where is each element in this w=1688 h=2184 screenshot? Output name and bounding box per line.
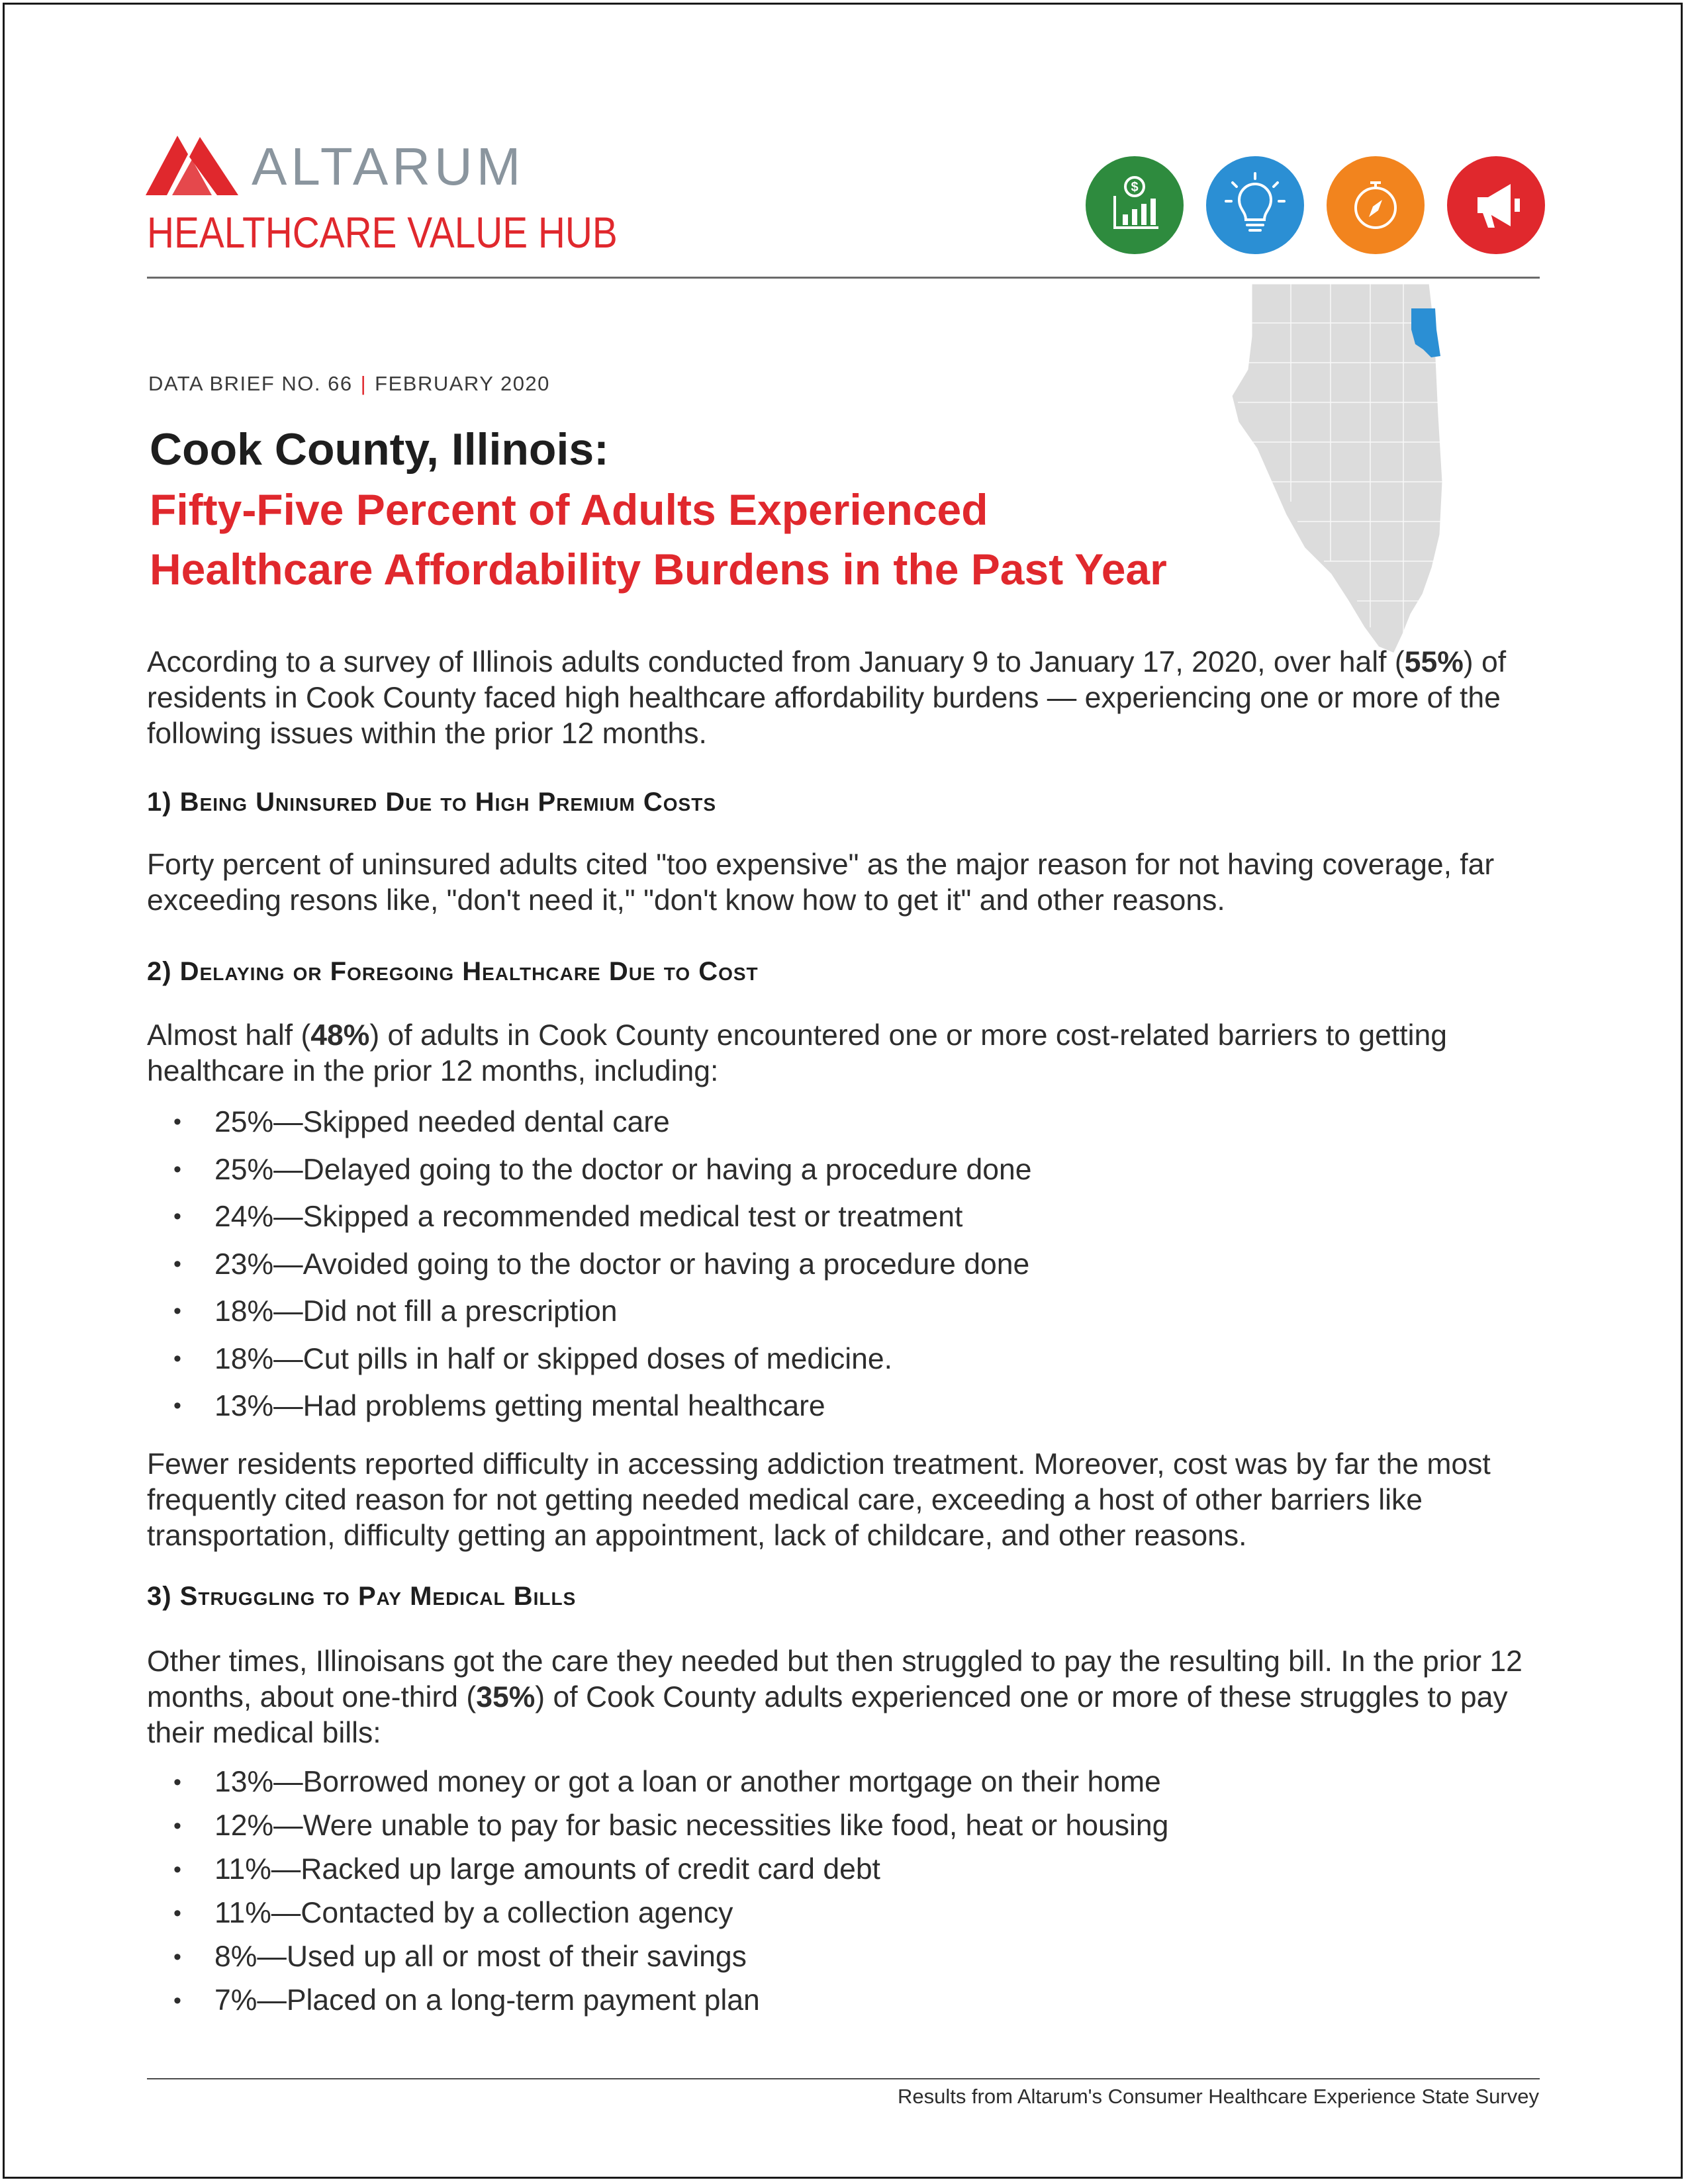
list-item: • 18%—Cut pills in half or skipped doses of medicine. — [173, 1336, 1031, 1383]
brief-date: FEBRUARY 2020 — [375, 372, 550, 395]
subtitle-line-2: Healthcare Affordability Burdens in the Past Year — [150, 545, 1167, 594]
section-3-intro: Other times, Illinoisans got the care they needed but then struggled to pay the resulting bill. In the prior 12 months, about one-third (35%) of Cook County adults experienced one or more of these struggles to pay their medical bills: — [147, 1645, 1523, 1749]
list-item: • 7%—Placed on a long-term payment plan — [173, 1979, 1168, 2023]
altarum-logo-icon — [146, 136, 238, 195]
page-subtitle — [150, 480, 1167, 599]
list-item: • 12%—Were unable to pay for basic necessities like food, heat or housing — [173, 1804, 1168, 1848]
section-2-outro: Fewer residents reported difficulty in accessing addiction treatment. Moreover, cost was by far the most frequently cited reason for not getting needed medical care, exceeding a host of other barriers like transportation, difficulty getting an appointment, lack of childcare, and other reasons. — [147, 1448, 1491, 1552]
brief-separator: | — [360, 372, 367, 395]
brief-number: DATA BRIEF NO. 66 — [148, 372, 353, 395]
list-item: • 25%—Skipped needed dental care — [173, 1099, 1031, 1146]
brief-label — [148, 372, 550, 396]
list-item: • 11%—Contacted by a collection agency — [173, 1891, 1168, 1935]
svg-text:$: $ — [1131, 180, 1139, 195]
section-3-heading: 3) Struggling to Pay Medical Bills — [147, 1582, 577, 1611]
list-item: • 24%—Skipped a recommended medical test or treatment — [173, 1193, 1031, 1241]
subtitle-line-1: Fifty-Five Percent of Adults Experienced — [150, 485, 988, 534]
cost-chart-icon — [1086, 156, 1184, 254]
intro-highlight: 55% — [1404, 646, 1464, 678]
brand-subtitle: HEALTHCARE VALUE HUB — [147, 208, 618, 257]
section-1-text: Forty percent of uninsured adults cited "too expensive" as the major reason for not having coverage, far exceeding resons like, "don't need it," "don't know how to get it" and other reasons. — [147, 848, 1495, 917]
list-item: • 13%—Borrowed money or got a loan or another mortgage on their home — [173, 1760, 1168, 1804]
list-item: • 18%—Did not fill a prescription — [173, 1288, 1031, 1336]
header-divider — [147, 277, 1540, 279]
page-title: Cook County, Illinois: — [150, 424, 609, 475]
compass-icon — [1327, 156, 1425, 254]
list-item: • 13%—Had problems getting mental healthcare — [173, 1383, 1031, 1430]
bills-list — [173, 1760, 1168, 2023]
list-item: • 25%—Delayed going to the doctor or having a procedure done — [173, 1146, 1031, 1194]
intro-paragraph: According to a survey of Illinois adults conducted from January 9 to January 17, 2020, over half (55%) of residents in Cook County faced high healthcare affordability burdens — experiencing one or more of the following issues within the prior 12 months. — [147, 646, 1507, 750]
section-2-heading: 2) Delaying or Foregoing Healthcare Due to Cost — [147, 957, 759, 986]
barrier-list — [173, 1099, 1031, 1430]
list-item: • 11%—Racked up large amounts of credit card debt — [173, 1848, 1168, 1891]
list-item: • 23%—Avoided going to the doctor or having a procedure done — [173, 1241, 1031, 1289]
section-1-heading: 1) Being Uninsured Due to High Premium Costs — [147, 788, 716, 817]
illinois-map — [1225, 283, 1450, 654]
footer-text: Results from Altarum's Consumer Healthcare Experience State Survey — [897, 2085, 1539, 2108]
section-2-intro: Almost half (48%) of adults in Cook County encountered one or more cost-related barriers to getting healthcare in the prior 12 months, including: — [147, 1019, 1447, 1087]
brand-name: ALTARUM — [252, 137, 525, 196]
megaphone-icon — [1447, 156, 1545, 254]
list-item: • 8%—Used up all or most of their savings — [173, 1935, 1168, 1979]
footer-divider — [147, 2078, 1540, 2079]
lightbulb-icon — [1206, 156, 1304, 254]
